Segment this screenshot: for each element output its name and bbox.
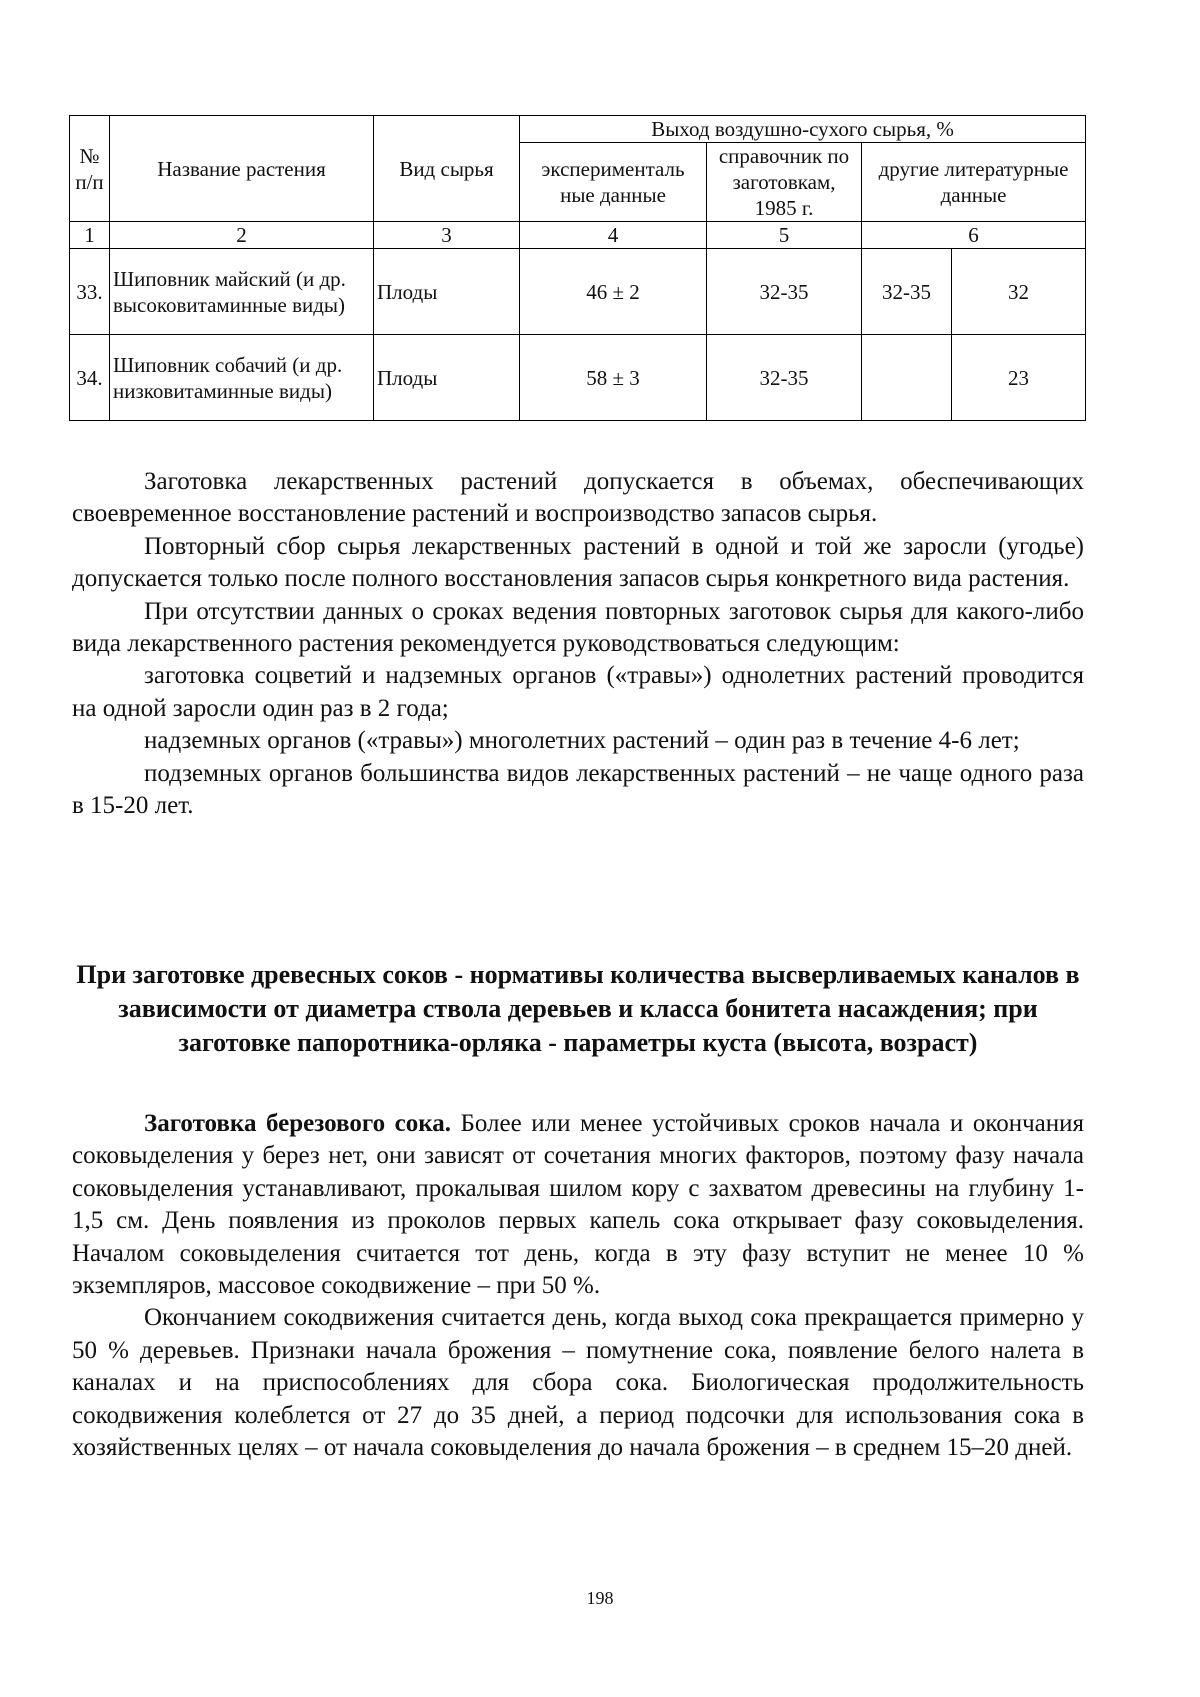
raw-type: Плоды <box>374 249 520 335</box>
column-number: 2 <box>110 222 374 249</box>
header-num: № п/п <box>70 116 110 222</box>
body-text <box>72 466 1084 822</box>
header-raw-type: Вид сырья <box>374 116 520 222</box>
experimental-value: 58 ± 3 <box>520 335 707 421</box>
reference-value: 32-35 <box>707 335 862 421</box>
birch-sap-text <box>72 1108 1084 1464</box>
column-number: 3 <box>374 222 520 249</box>
other-value-b: 23 <box>952 335 1086 421</box>
other-value-a <box>862 335 952 421</box>
column-number: 6 <box>862 222 1086 249</box>
row-number: 33. <box>70 249 110 335</box>
birch-sap-lead: Заготовка березового сока. <box>144 1110 451 1137</box>
other-value-b: 32 <box>952 249 1086 335</box>
column-number: 1 <box>70 222 110 249</box>
table-row <box>70 249 1086 335</box>
row-number: 34. <box>70 335 110 421</box>
column-number: 4 <box>520 222 707 249</box>
paragraph: надземных органов («травы») многолетних растений – один раз в течение 4-6 лет; <box>144 727 1020 755</box>
paragraph: Заготовка лекарственных растений допускается в объемах, обеспечивающих своевременное восстановление растений и воспроизводство запасов сырья. <box>72 468 1084 528</box>
header-reference: справочник по заготовкам, 1985 г. <box>707 143 862 222</box>
paragraph: заготовка соцветий и надземных органов («травы») однолетних растений проводится на одной заросли один раз в 2 года; <box>72 662 1084 722</box>
birch-sap-text-body: Более или менее устойчивых сроков начала и окончания соковыделения у берез нет, они зависят от сочетания многих факторов, поэтому фазу начала соковыделения устанавливают, прокалывая шилом кору с захватом древесины на глубину 1-1,5 см. День появления из проколов первых капель сока открывает фазу соковыделения. Началом соковыделения считается тот день, когда в эту фазу вступит не менее 10 % экземпляров, массовое сокодвижение – при 50 %. <box>72 1110 1084 1300</box>
paragraph: Повторный сбор сырья лекарственных растений в одной и той же заросли (угодье) допускается только после полного восстановления запасов сырья конкретного вида растения. <box>72 532 1084 593</box>
plant-name: Шиповник собачий (и др. низковитаминные виды) <box>110 335 374 421</box>
other-value-a: 32-35 <box>862 249 952 335</box>
paragraph: подземных органов большинства видов лекарственных растений – не чаще одного раза в 15-20 лет. <box>72 759 1084 820</box>
page-number: 198 <box>586 1588 614 1608</box>
paragraph: При отсутствии данных о сроках ведения повторных заготовок сырья для какого-либо вида лекарственного растения рекомендуется руководствоваться следующим: <box>72 597 1084 658</box>
header-experimental: эксперименталь ные данные <box>520 143 707 222</box>
table-header-row <box>70 116 1086 143</box>
header-yield-group: Выход воздушно-сухого сырья, % <box>520 116 1086 143</box>
section-heading: При заготовке древесных соков - нормативы количества высверливаемых каналов в зависимости от диаметра ствола деревьев и класса бонитета насаждения; при заготовке папоротника-орляка - параметры куста (высота, возраст) <box>76 960 1080 1057</box>
raw-type: Плоды <box>374 335 520 421</box>
table-row <box>70 335 1086 421</box>
header-other-literature: другие литературные данные <box>862 143 1086 222</box>
reference-value: 32-35 <box>707 249 862 335</box>
paragraph <box>72 1108 1084 1302</box>
column-number-row <box>70 222 1086 249</box>
column-number: 5 <box>707 222 862 249</box>
paragraph: Окончанием сокодвижения считается день, когда выход сока прекращается примерно у 50 % деревьев. Признаки начала брожения – помутнение сока, появление белого налета в каналах и на приспособлениях для сбора сока. Биологическая продолжительность сокодвижения колеблется от 27 до 35 дней, а период подсочки для использования сока в хозяйственных целях – от начала соковыделения до начала брожения – в среднем 15–20 дней. <box>72 1304 1084 1462</box>
plant-yield-table <box>69 115 1086 421</box>
header-plant-name: Название растения <box>110 116 374 222</box>
experimental-value: 46 ± 2 <box>520 249 707 335</box>
plant-name: Шиповник майский (и др. высоковитаминные виды) <box>110 249 374 335</box>
